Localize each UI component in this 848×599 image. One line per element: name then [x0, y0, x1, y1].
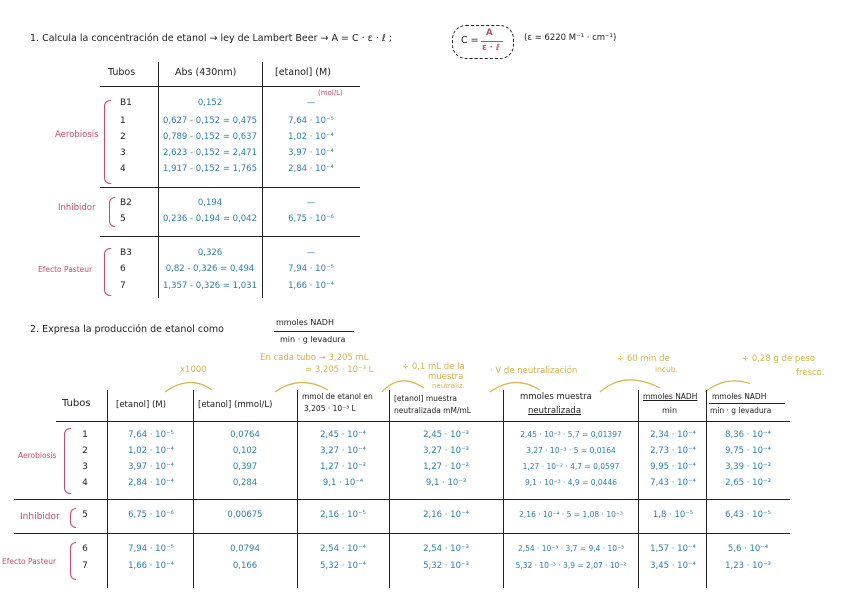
t1-row-tube: 1 — [120, 116, 126, 126]
t1-group-pasteur: Efecto Pasteur — [38, 265, 93, 274]
t1-row-tube: B1 — [120, 98, 132, 108]
t1-brace-aerobiosis — [104, 100, 111, 184]
t1-row-conc: 6,75 · 10⁻⁶ — [288, 214, 334, 224]
t2-row-g: 5,6 · 10⁻⁴ — [727, 544, 769, 554]
t2-group-line-2 — [14, 533, 790, 534]
t2-row-min: 2,73 · 10⁻⁴ — [650, 446, 696, 456]
section1-title: 1. Calcula la concentración de etanol → ley de Lambert Beer → A = C · ε · ℓ ; — [30, 33, 393, 44]
t2-row-etanol-M: 1,02 · 10⁻⁴ — [128, 446, 174, 456]
t2-header-min1: mmoles NADH — [643, 392, 698, 401]
t2-row-tube: 7 — [82, 561, 88, 571]
t1-row-conc: 1,66 · 10⁻⁴ — [288, 281, 334, 291]
t1-unit: (mol/L) — [318, 89, 343, 97]
t2-row-tube: 2 — [82, 446, 88, 456]
t2-row-etanol-mM: 0,0764 — [230, 430, 260, 440]
note-x1000: x1000 — [180, 365, 207, 375]
t1-row-conc: 2,84 · 10⁻⁴ — [288, 164, 334, 174]
t2-row-etanol-mM: 0,0794 — [230, 544, 260, 554]
t1-row-conc: 1,02 · 10⁻⁴ — [288, 132, 334, 142]
t1-row-conc: 7,94 · 10⁻⁵ — [288, 264, 334, 274]
t1-brace-pasteur — [104, 248, 111, 296]
t2-row-mmol: 9,1 · 10⁻⁴ — [322, 478, 364, 488]
section2-frac-bar — [274, 331, 354, 332]
t2-row-g: 1,23 · 10⁻³ — [725, 561, 771, 571]
t2-row-mmol: 2,45 · 10⁻⁴ — [320, 430, 366, 440]
t1-row-abs: 2,623 - 0,152 = 2,471 — [163, 148, 257, 158]
t1-header-tubos: Tubos — [108, 67, 136, 78]
t2-g-frac-bar — [709, 403, 785, 404]
note-tubo: En cada tubo → 3,205 mL — [260, 353, 369, 363]
t1-row-abs: 0,236 - 0,194 = 0,042 — [163, 214, 257, 224]
note-div01c: neutraliz. — [432, 382, 465, 390]
arrow-5 — [600, 380, 660, 392]
epsilon-value: (ε = 6220 M⁻¹ · cm⁻¹) — [524, 33, 617, 43]
t2-brace-inhibidor — [70, 508, 76, 528]
t2-row-neut: 2,54 · 10⁻³ — [423, 544, 469, 554]
t1-row-abs: 0,194 — [197, 198, 223, 208]
note-tubo2: = 3,205 · 10⁻³ L — [305, 365, 374, 375]
t2-row-min: 3,45 · 10⁻⁴ — [650, 561, 696, 571]
t2-header-g1: mmoles NADH — [712, 392, 767, 401]
t1-row-abs: 0,152 — [197, 98, 223, 108]
t1-row-conc: 3,97 · 10⁻⁴ — [288, 148, 334, 158]
t2-vline-5 — [503, 390, 504, 588]
section2-title: 2. Expresa la producción de etanol como — [30, 324, 224, 335]
t2-row-etanol-mM: 0,166 — [232, 561, 258, 571]
t2-group-pasteur: Efecto Pasteur — [2, 557, 57, 566]
t2-row-etanol-mM: 0,284 — [232, 478, 258, 488]
t1-row-tube: 7 — [120, 281, 126, 291]
t2-vline-4 — [389, 390, 390, 588]
formula-box — [452, 25, 514, 59]
t2-row-mmoles: 3,27 · 10⁻³ · 5 = 0,0164 — [526, 446, 616, 455]
t1-brace-inhibidor — [109, 197, 115, 227]
t2-row-min: 9,95 · 10⁻⁴ — [650, 462, 696, 472]
t2-vline-3 — [297, 390, 298, 588]
t2-row-mmoles: 5,32 · 10⁻³ · 3,9 = 2,07 · 10⁻² — [515, 561, 627, 570]
t2-row-mmoles: 2,54 · 10⁻³ · 3,7 = 9,4 · 10⁻³ — [517, 544, 625, 553]
t2-row-mmoles: 9,1 · 10⁻³ · 4,9 = 0,0446 — [525, 478, 617, 487]
t1-row-tube: 2 — [120, 132, 126, 142]
t2-row-etanol-M: 2,84 · 10⁻⁴ — [128, 478, 174, 488]
t2-row-tube: 3 — [82, 462, 88, 472]
t2-row-neut: 1,27 · 10⁻² — [423, 462, 469, 472]
t2-row-etanol-M: 7,64 · 10⁻⁵ — [128, 430, 174, 440]
t2-row-min: 7,43 · 10⁻⁴ — [650, 478, 696, 488]
t2-row-mmol: 5,32 · 10⁻⁴ — [320, 561, 366, 571]
formula-bar — [481, 41, 503, 42]
t1-row-conc: 7,64 · 10⁻⁵ — [288, 116, 334, 126]
t2-vline-6 — [638, 390, 639, 588]
note-div01b: muestra — [428, 372, 464, 382]
t2-header-neut2: neutralizada mM/mL — [394, 406, 471, 415]
note-peso: ÷ 0,28 g de peso — [742, 354, 816, 364]
t1-row-tube: 4 — [120, 164, 126, 174]
t2-row-neut: 3,27 · 10⁻³ — [423, 446, 469, 456]
t1-row-tube: 3 — [120, 148, 126, 158]
t1-group-inhibidor: Inhibidor — [58, 203, 96, 213]
t1-vline-2 — [262, 62, 263, 298]
t1-row-tube: 6 — [120, 264, 126, 274]
t2-row-g: 3,39 · 10⁻³ — [725, 462, 771, 472]
note-60min-b: incub. — [655, 365, 678, 374]
t2-row-neut: 2,16 · 10⁻⁴ — [423, 510, 469, 520]
t2-row-neut: 9,1 · 10⁻³ — [425, 478, 467, 488]
t2-header-min2: min — [662, 406, 678, 415]
t2-row-neut: 5,32 · 10⁻³ — [423, 561, 469, 571]
arrow-1 — [165, 382, 212, 392]
arrow-4 — [490, 382, 540, 392]
t1-row-abs: 1,917 - 0,152 = 1,765 — [163, 164, 257, 174]
t2-row-mmoles: 2,45 · 10⁻³ · 5,7 = 0,01397 — [520, 430, 622, 439]
formula-lhs: C = — [461, 35, 479, 46]
t2-header-etanolM: [etanol] (M) — [116, 400, 167, 410]
note-60min: ÷ 60 min de — [617, 354, 670, 364]
t1-group-aerobiosis: Aerobiosis — [55, 130, 99, 140]
t2-group-line-1 — [14, 499, 790, 500]
t2-header-mmol2: 3,205 · 10⁻³ L — [304, 404, 356, 413]
note-vneut: · V de neutralización — [490, 366, 578, 376]
t2-row-mmoles: 1,27 · 10⁻² · 4,7 = 0,0597 — [522, 462, 620, 471]
t2-row-etanol-mM: 0,102 — [232, 446, 258, 456]
t1-row-tube: 5 — [120, 214, 126, 224]
t2-header-neut1: [etanol] muestra — [394, 394, 458, 403]
t2-row-g: 6,43 · 10⁻⁵ — [725, 510, 771, 520]
t2-brace-pasteur — [70, 542, 76, 580]
t2-row-g: 9,75 · 10⁻⁴ — [725, 446, 771, 456]
t2-row-min: 1,8 · 10⁻⁵ — [652, 510, 694, 520]
t2-row-mmol: 3,27 · 10⁻⁴ — [320, 446, 366, 456]
t1-row-conc: — — [306, 248, 316, 258]
t2-row-etanol-M: 6,75 · 10⁻⁶ — [128, 510, 174, 520]
t1-vline-1 — [158, 62, 159, 298]
t1-row-tube: B2 — [120, 198, 132, 208]
note-div01: ÷ 0,1 mL de la — [402, 362, 465, 372]
section2-frac-den: min · g levadura — [280, 335, 346, 344]
t1-row-abs: 0,326 — [197, 248, 223, 258]
t2-vline-2 — [193, 390, 194, 588]
t1-row-abs: 0,789 - 0,152 = 0,637 — [163, 132, 257, 142]
t1-row-abs: 0,627 - 0,152 = 0,475 — [163, 116, 257, 126]
t2-row-g: 8,36 · 10⁻⁴ — [725, 430, 771, 440]
arrow-6 — [705, 381, 750, 392]
section2-frac-num: mmoles NADH — [276, 318, 334, 327]
t2-header-etanolmM: [etanol] (mmol/L) — [198, 400, 273, 410]
t2-header-line — [56, 421, 790, 422]
t2-row-tube: 6 — [82, 544, 88, 554]
t2-row-neut: 2,45 · 10⁻³ — [423, 430, 469, 440]
t2-row-mmol: 2,54 · 10⁻⁴ — [320, 544, 366, 554]
t2-header-mmoles1: mmoles muestra — [520, 392, 592, 402]
t2-vline-7 — [706, 390, 707, 588]
t1-row-abs: 0,82 - 0,326 = 0,494 — [165, 264, 255, 274]
t2-row-min: 2,34 · 10⁻⁴ — [650, 430, 696, 440]
t1-row-abs: 1,357 - 0,326 = 1,031 — [163, 281, 257, 291]
t2-row-etanol-M: 3,97 · 10⁻⁴ — [128, 462, 174, 472]
t1-row-conc: — — [306, 98, 316, 108]
formula-denominator: ε · ℓ — [482, 43, 500, 53]
note-peso2: fresco. — [796, 368, 825, 378]
t1-group-line-2 — [100, 236, 360, 237]
t2-row-tube: 4 — [82, 478, 88, 488]
t2-row-tube: 5 — [82, 510, 88, 520]
t2-header-tubos: Tubos — [62, 398, 91, 409]
annotation-arrows — [150, 362, 750, 396]
t2-row-g: 2,65 · 10⁻³ — [725, 478, 771, 488]
t2-row-etanol-mM: 0,397 — [232, 462, 258, 472]
t2-header-g2: min · g levadura — [710, 406, 772, 415]
t2-header-mmol1: mmol de etanol en — [302, 392, 373, 401]
t2-row-etanol-mM: 0,00675 — [227, 510, 263, 520]
t2-row-tube: 1 — [82, 430, 88, 440]
t2-row-min: 1,57 · 10⁻⁴ — [650, 544, 696, 554]
t1-row-conc: — — [306, 198, 316, 208]
t2-group-aerobiosis: Aerobiosis — [18, 451, 57, 460]
t1-group-line-1 — [100, 187, 360, 188]
t2-row-etanol-M: 1,66 · 10⁻⁴ — [128, 561, 174, 571]
t2-row-mmol: 1,27 · 10⁻³ — [320, 462, 366, 472]
t2-row-etanol-M: 7,94 · 10⁻⁵ — [128, 544, 174, 554]
t2-row-mmol: 2,16 · 10⁻⁵ — [320, 510, 366, 520]
t2-row-mmoles: 2,16 · 10⁻⁴ · 5 = 1,08 · 10⁻³ — [519, 510, 623, 519]
t1-header-conc: [etanol] (M) — [275, 67, 331, 78]
arrow-2 — [275, 382, 328, 392]
t1-header-abs: Abs (430nm) — [175, 67, 237, 78]
t2-brace-aerobiosis — [64, 428, 71, 494]
t2-header-mmoles2: neutralizada — [528, 406, 582, 416]
t2-vline-1 — [107, 390, 108, 588]
t1-row-tube: B3 — [120, 248, 132, 258]
t1-header-line — [100, 86, 360, 87]
t2-group-inhibidor: Inhibidor — [20, 512, 60, 522]
formula-numerator: A — [486, 28, 493, 38]
